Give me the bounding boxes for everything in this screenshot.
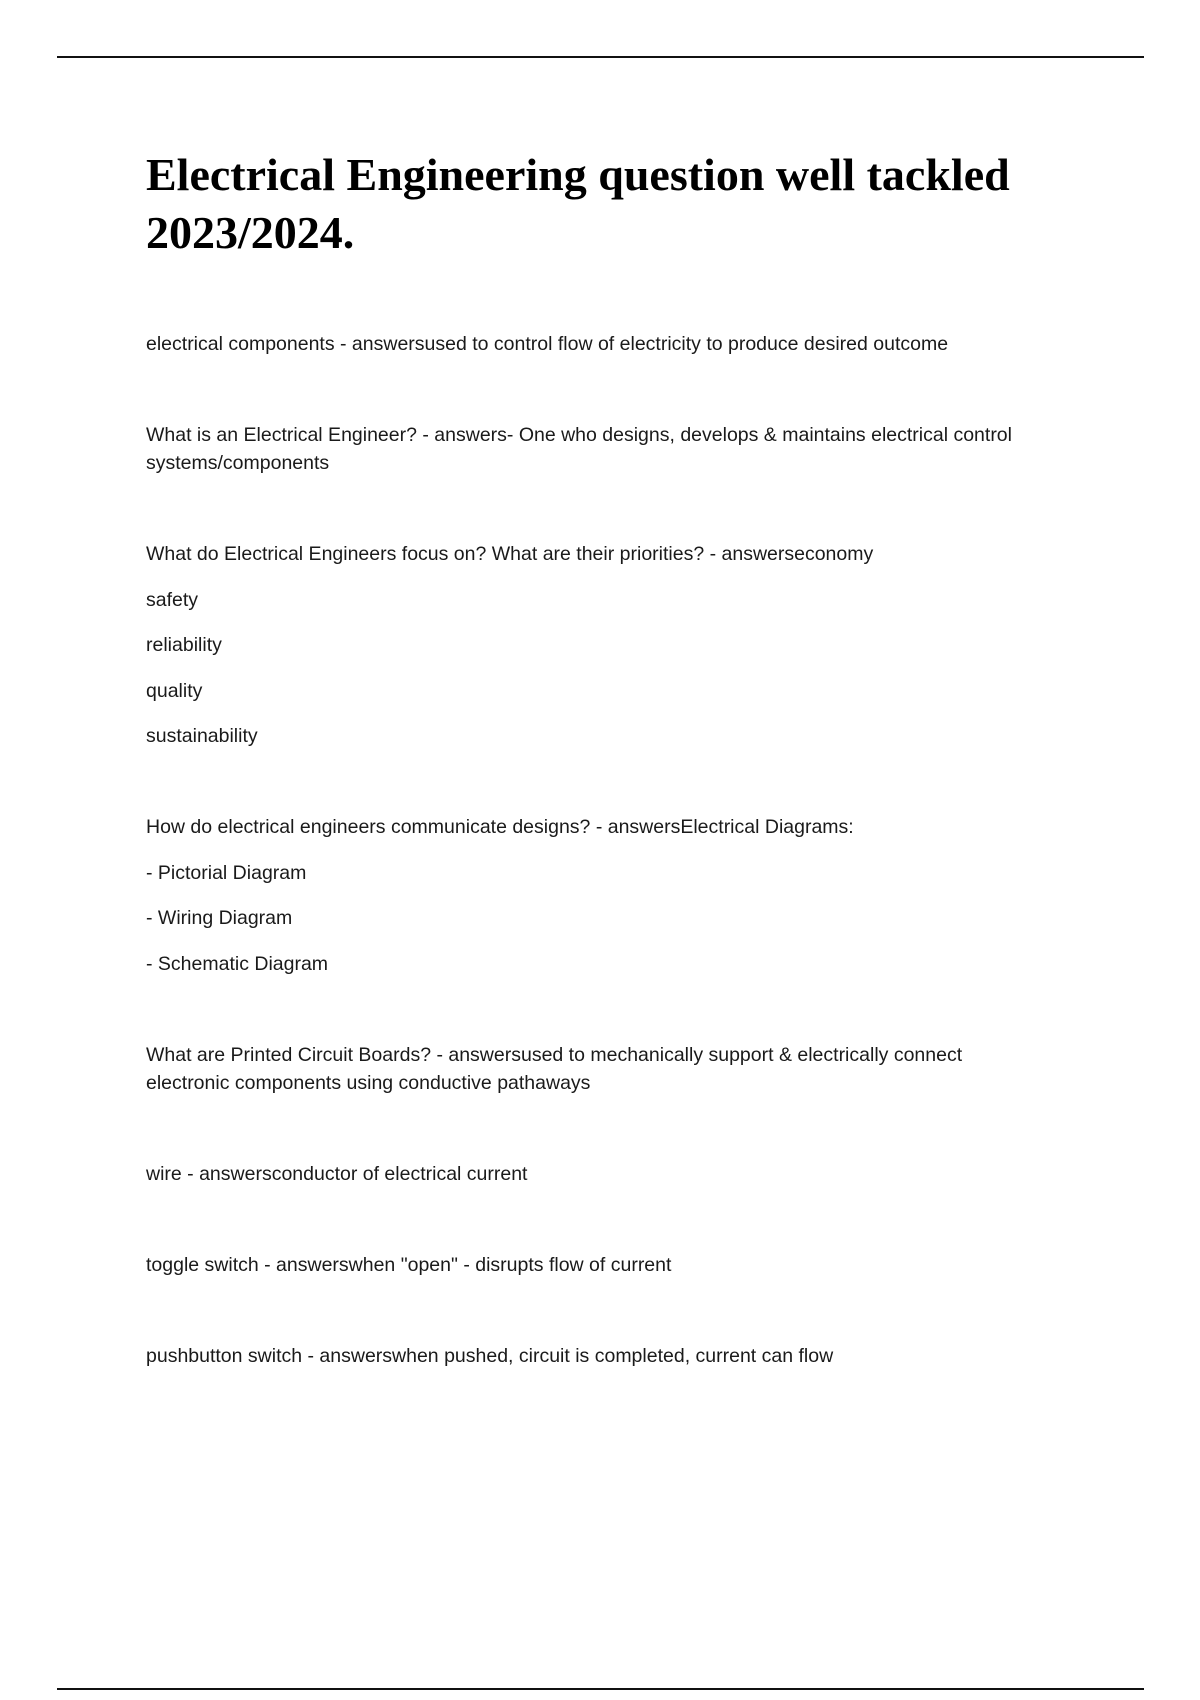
qa-printed-circuit-boards-line-1: What are Printed Circuit Boards? - answersused to mechanically support & electrically connect bbox=[146, 1044, 963, 1066]
title-line-2: 2023/2024. bbox=[146, 207, 355, 258]
title-line-1: Electrical Engineering question well tackled bbox=[146, 149, 1010, 200]
priority-item-safety: safety bbox=[146, 589, 199, 611]
qa-wire: wire - answersconductor of electrical current bbox=[146, 1163, 528, 1185]
qa-communicate-designs: How do electrical engineers communicate designs? - answersElectrical Diagrams: bbox=[146, 816, 854, 838]
bottom-rule bbox=[57, 1688, 1144, 1690]
priority-item-sustainability: sustainability bbox=[146, 725, 258, 747]
diagram-item-wiring: - Wiring Diagram bbox=[146, 907, 293, 929]
diagram-item-pictorial: - Pictorial Diagram bbox=[146, 862, 307, 884]
diagram-item-schematic: - Schematic Diagram bbox=[146, 953, 329, 975]
qa-printed-circuit-boards-line-2: electronic components using conductive pathaways bbox=[146, 1072, 591, 1094]
qa-pushbutton-switch: pushbutton switch - answerswhen pushed, circuit is completed, current can flow bbox=[146, 1345, 834, 1367]
qa-electrical-engineer-line-2: systems/components bbox=[146, 452, 330, 474]
document-title bbox=[146, 146, 1106, 262]
qa-toggle-switch: toggle switch - answerswhen "open" - disrupts flow of current bbox=[146, 1254, 672, 1276]
top-rule bbox=[57, 56, 1144, 58]
qa-electrical-engineer-line-1: What is an Electrical Engineer? - answers- One who designs, develops & maintains electrical control bbox=[146, 424, 1012, 446]
priority-item-reliability: reliability bbox=[146, 634, 222, 656]
qa-electrical-components: electrical components - answersused to control flow of electricity to produce desired outcome bbox=[146, 333, 949, 355]
qa-priorities: What do Electrical Engineers focus on? What are their priorities? - answerseconomy bbox=[146, 543, 874, 565]
priority-item-quality: quality bbox=[146, 680, 203, 702]
